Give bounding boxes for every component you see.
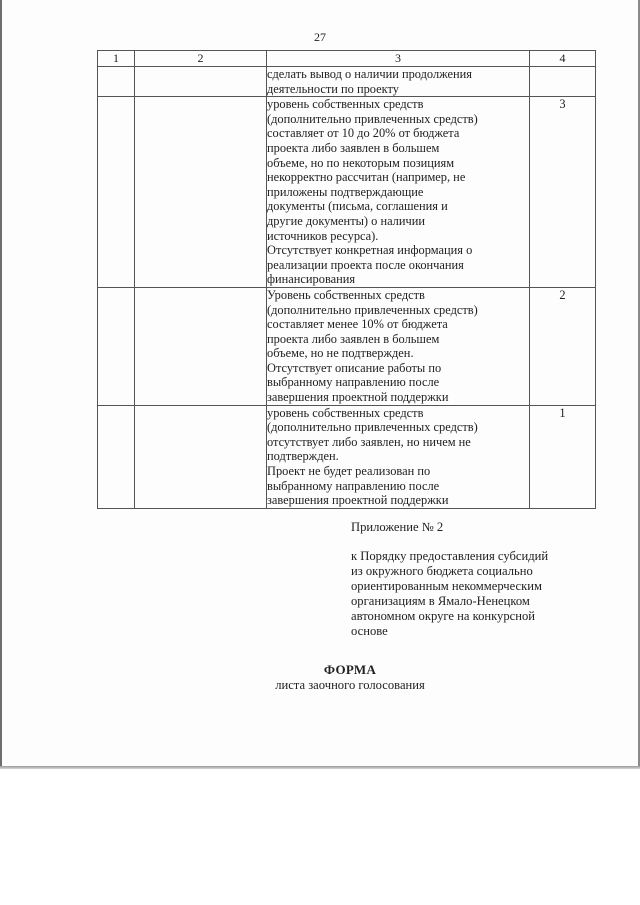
column-header-2: 2	[135, 51, 267, 67]
criteria-table	[97, 50, 596, 509]
description-line: завершения проектной поддержки	[267, 493, 449, 508]
description-line: Проект не будет реализован по	[267, 464, 431, 479]
scan-edge-left	[0, 0, 2, 768]
appendix-line: ориентированным некоммерческим	[351, 579, 542, 593]
description-line: Отсутствует конкретная информация о	[267, 243, 473, 258]
appendix-line: к Порядку предоставления субсидий	[351, 549, 549, 563]
description-line: финансирования	[267, 272, 356, 287]
description-line: уровень собственных средств	[267, 97, 424, 112]
row-col1-cell	[98, 97, 135, 288]
description-line: объеме, но по некоторым позициям	[267, 155, 455, 170]
description-line: некорректно рассчитан (например, не	[267, 170, 466, 185]
column-header-1: 1	[98, 51, 135, 67]
row-col1-cell	[98, 405, 135, 508]
row-col1-cell	[98, 287, 135, 405]
table-header-row	[98, 51, 596, 67]
description-line: составляет от 10 до 20% от бюджета	[267, 126, 460, 141]
description-line: Уровень собственных средств	[267, 287, 425, 302]
description-line: (дополнительно привлеченных средств)	[267, 420, 478, 435]
appendix-title: Приложение № 2	[351, 520, 444, 534]
description-line: деятельности по проекту	[267, 81, 399, 96]
score-cell: 2	[530, 287, 596, 405]
appendix-line: из окружного бюджета социально	[351, 564, 533, 578]
description-line: другие документы) о наличии	[267, 213, 425, 228]
description-line: (дополнительно привлеченных средств)	[267, 302, 478, 317]
description-line: (дополнительно привлеченных средств)	[267, 111, 478, 126]
criterion-description-cell	[267, 405, 530, 508]
description-line: выбранному направлению после	[267, 375, 440, 390]
criterion-description-cell	[267, 67, 530, 97]
row-col1-cell	[98, 67, 135, 97]
table-row	[98, 287, 596, 405]
score-cell	[530, 67, 596, 97]
description-line: объеме, но не подтвержден.	[267, 346, 414, 361]
form-subtitle: листа заочного голосования	[275, 678, 425, 692]
table-row	[98, 97, 596, 288]
description-line: документы (письма, соглашения и	[267, 199, 448, 214]
column-header-3: 3	[267, 51, 530, 67]
score-cell: 3	[530, 97, 596, 288]
criterion-description-cell	[267, 97, 530, 288]
column-header-4: 4	[530, 51, 596, 67]
description-line: отсутствует либо заявлен, но ничем не	[267, 434, 471, 449]
row-col2-cell	[135, 97, 267, 288]
table-row	[98, 67, 596, 97]
row-col2-cell	[135, 287, 267, 405]
description-line: сделать вывод о наличии продолжения	[267, 67, 472, 81]
description-line: уровень собственных средств	[267, 405, 424, 420]
description-line: завершения проектной поддержки	[267, 390, 449, 405]
appendix-line: организациям в Ямало-Ненецком	[351, 594, 530, 608]
table-row	[98, 405, 596, 508]
description-line: Отсутствует описание работы по	[267, 360, 442, 375]
description-line: составляет менее 10% от бюджета	[267, 317, 448, 332]
description-line: выбранному направлению после	[267, 478, 440, 493]
page-number: 27	[314, 30, 326, 44]
appendix-line: автономном округе на конкурсной	[351, 609, 536, 623]
appendix-block	[351, 520, 548, 639]
scan-edge-bottom	[0, 766, 640, 769]
description-line: приложены подтверждающие	[267, 184, 424, 199]
description-line: подтвержден.	[267, 449, 339, 464]
appendix-line: основе	[351, 624, 388, 638]
description-line: источников ресурса).	[267, 228, 379, 243]
description-line: проекта либо заявлен в большем	[267, 331, 440, 346]
score-cell: 1	[530, 405, 596, 508]
description-line: проекта либо заявлен в большем	[267, 140, 440, 155]
row-col2-cell	[135, 405, 267, 508]
criterion-description-cell	[267, 287, 530, 405]
row-col2-cell	[135, 67, 267, 97]
form-title: ФОРМА	[323, 662, 377, 677]
description-line: реализации проекта после окончания	[267, 257, 464, 272]
